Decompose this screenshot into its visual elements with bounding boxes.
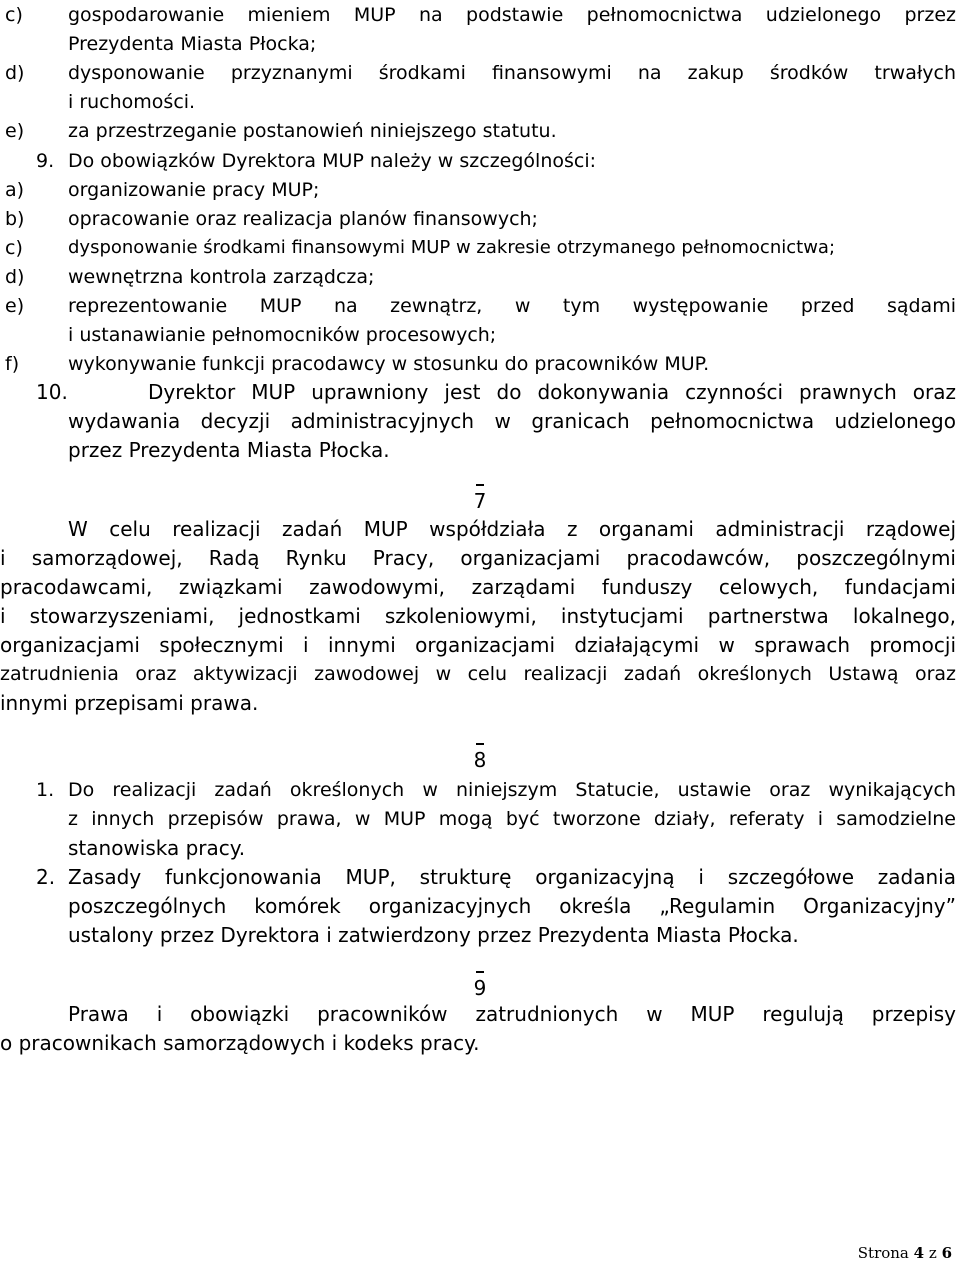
paragraph-line	[0, 514, 960, 544]
section-number: 9	[474, 973, 487, 1003]
list-text: Do obowiązków Dyrektora MUP należy w szczególności:	[68, 150, 597, 172]
list-line	[0, 804, 960, 834]
list-line	[0, 146, 960, 176]
list-label: a)	[5, 179, 25, 201]
paragraph-text: pracodawcami, związkami zawodowymi, zarządami funduszy celowych, fundacjami	[0, 575, 956, 599]
paragraph-line	[0, 543, 960, 573]
paragraph-text: Prawa i obowiązki pracowników zatrudnionych w MUP regulują przepisy	[68, 1002, 956, 1026]
page-of: z	[928, 1244, 937, 1262]
section-heading	[0, 745, 960, 775]
list-line	[0, 891, 960, 921]
list-text: Prezydenta Miasta Płocka;	[68, 33, 317, 55]
list-line	[0, 320, 960, 350]
list-label: e)	[5, 120, 25, 142]
list-line	[0, 435, 960, 465]
list-line	[0, 175, 960, 205]
list-text: przez Prezydenta Miasta Płocka.	[68, 438, 390, 462]
list-label: b)	[5, 208, 25, 230]
list-line	[0, 349, 960, 379]
paragraph-line	[0, 630, 960, 660]
page-footer	[858, 1244, 952, 1262]
paragraph-text: i stowarzyszeniami, jednostkami szkoleniowymi, instytucjami partnerstwa lokalnego,	[0, 604, 956, 628]
list-line	[0, 775, 960, 805]
list-text: Dyrektor MUP uprawniony jest do dokonywania czynności prawnych oraz	[148, 380, 956, 404]
list-text: ustalony przez Dyrektora i zatwierdzony przez Prezydenta Miasta Płocka.	[68, 923, 799, 947]
list-text: wydawania decyzji administracyjnych w granicach pełnomocnictwa udzielonego	[68, 409, 956, 433]
paragraph-text: o pracownikach samorządowych i kodeks pracy.	[0, 1031, 480, 1055]
page-total: 6	[941, 1244, 952, 1262]
paragraph-text: W celu realizacji zadań MUP współdziała z organami administracji rządowej	[68, 517, 956, 541]
list-text: i ustanawianie pełnomocników procesowych;	[68, 324, 497, 346]
section-heading	[0, 486, 960, 516]
list-label: d)	[5, 62, 25, 84]
paragraph-line	[0, 1028, 960, 1058]
page-current: 4	[913, 1244, 925, 1262]
list-line	[0, 377, 960, 407]
paragraph-text: i samorządowej, Radą Rynku Pracy, organizacjami pracodawców, poszczególnymi	[0, 546, 956, 570]
list-label: 2.	[36, 865, 56, 889]
list-line	[0, 291, 960, 321]
list-text: wewnętrzna kontrola zarządcza;	[68, 266, 375, 288]
list-label: 1.	[36, 779, 55, 801]
list-line	[0, 58, 960, 88]
list-line	[0, 116, 960, 146]
paragraph-line	[0, 572, 960, 602]
list-line	[0, 204, 960, 234]
list-line	[0, 920, 960, 950]
list-line	[0, 87, 960, 117]
paragraph-text: organizacjami społecznymi i innymi organizacjami działającymi w sprawach promocji	[0, 633, 956, 657]
list-text: poszczególnych komórek organizacyjnych określa „Regulamin Organizacyjny”	[68, 894, 956, 918]
list-label: d)	[5, 266, 25, 288]
list-line	[0, 862, 960, 892]
list-label: c)	[5, 4, 23, 26]
list-text: Do realizacji zadań określonych w niniejszym Statucie, ustawie oraz wynikających	[68, 779, 956, 801]
list-label: 9.	[36, 150, 55, 172]
list-text: dysponowanie przyznanymi środkami finansowymi na zakup środków trwałych	[68, 62, 956, 84]
paragraph-text: innymi przepisami prawa.	[0, 691, 259, 715]
list-line	[0, 0, 960, 30]
list-line	[0, 262, 960, 292]
list-text: opracowanie oraz realizacja planów finansowych;	[68, 208, 538, 230]
section-number: 7	[474, 486, 487, 516]
list-text: organizowanie pracy MUP;	[68, 179, 320, 201]
paragraph-line	[0, 601, 960, 631]
page-label: Strona	[857, 1244, 909, 1262]
list-text: i ruchomości.	[68, 91, 196, 113]
paragraph-text: zatrudnienia oraz aktywizacji zawodowej w celu realizacji zadań określonych Ustawą oraz	[0, 663, 956, 685]
list-text: z innych przepisów prawa, w MUP mogą być tworzone działy, referaty i samodzielne	[68, 808, 956, 830]
list-line	[0, 833, 960, 863]
list-text: gospodarowanie mieniem MUP na podstawie pełnomocnictwa udzielonego przez	[68, 4, 956, 26]
list-text: wykonywanie funkcji pracodawcy w stosunku do pracowników MUP.	[68, 353, 710, 375]
list-text: Zasady funkcjonowania MUP, strukturę organizacyjną i szczegółowe zadania	[68, 865, 956, 889]
list-line	[0, 406, 960, 436]
paragraph-line	[0, 659, 960, 689]
paragraph-line	[0, 688, 960, 718]
list-text: za przestrzeganie postanowień niniejszego statutu.	[68, 120, 557, 142]
list-text: dysponowanie środkami finansowymi MUP w zakresie otrzymanego pełnomocnictwa;	[68, 237, 836, 258]
list-line	[0, 233, 960, 263]
list-label: f)	[5, 353, 20, 375]
list-label: c)	[5, 237, 23, 259]
list-text: stanowiska pracy.	[68, 836, 246, 860]
list-label: 10.	[36, 380, 68, 404]
section-number: 8	[474, 745, 487, 775]
list-label: e)	[5, 295, 25, 317]
list-line	[0, 29, 960, 59]
list-text: reprezentowanie MUP na zewnątrz, w tym występowanie przed sądami	[68, 295, 956, 317]
paragraph-line	[0, 999, 960, 1029]
